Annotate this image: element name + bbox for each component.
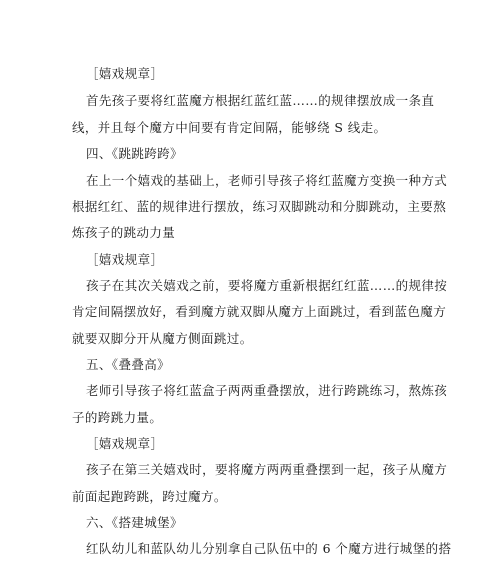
section-rules-heading-2: ［嬉戏规章］: [86, 252, 164, 267]
section-rules-heading-1: ［嬉戏规章］: [86, 66, 164, 81]
paragraph-line: 线，并且每个魔方中间要有肯定间隔，能够绕 S 线走。: [72, 120, 387, 135]
section-rules-heading-3: ［嬉戏规章］: [86, 436, 164, 451]
paragraph-line: 红队幼儿和蓝队幼儿分别拿自己队伍中的 6 个魔方进行城堡的搭: [86, 541, 452, 556]
paragraph-line: 就要双脚分开从魔方侧面跳过。: [72, 331, 253, 346]
paragraph-line: 老师引导孩子将红蓝盒子两两重叠摆放，进行跨跳练习，熬炼孩: [86, 383, 448, 398]
paragraph-line: 子的跨跳力量。: [72, 410, 163, 425]
paragraph-line: 肯定间隔摆放好，看到魔方就双脚从魔方上面跳过，看到蓝色魔方: [72, 304, 447, 319]
section-heading-five: 五、《叠叠高》: [86, 357, 171, 372]
paragraph-line: 孩子在第三关嬉戏时，要将魔方两两重叠摆到一起，孩子从魔方: [86, 462, 448, 477]
paragraph-line: 孩子在其次关嬉戏之前，要将魔方重新根据红红蓝……的规律按: [86, 278, 448, 293]
paragraph-line: 根据红红、蓝的规律进行摆放，练习双脚跳动和分脚跳动，主要熬: [72, 199, 447, 214]
section-heading-six: 六、《搭建城堡》: [86, 515, 183, 530]
section-heading-four: 四、《跳跳跨跨》: [86, 146, 183, 161]
paragraph-line: 在上一个嬉戏的基础上，老师引导孩子将红蓝魔方变换一种方式: [86, 173, 448, 188]
paragraph-line: 前面起跑跨跳，跨过魔方。: [72, 489, 227, 504]
paragraph-line: 首先孩子要将红蓝魔方根据红蓝红蓝……的规律摆放成一条直: [86, 93, 435, 108]
paragraph-line: 炼孩子的跳动力量: [72, 225, 176, 240]
